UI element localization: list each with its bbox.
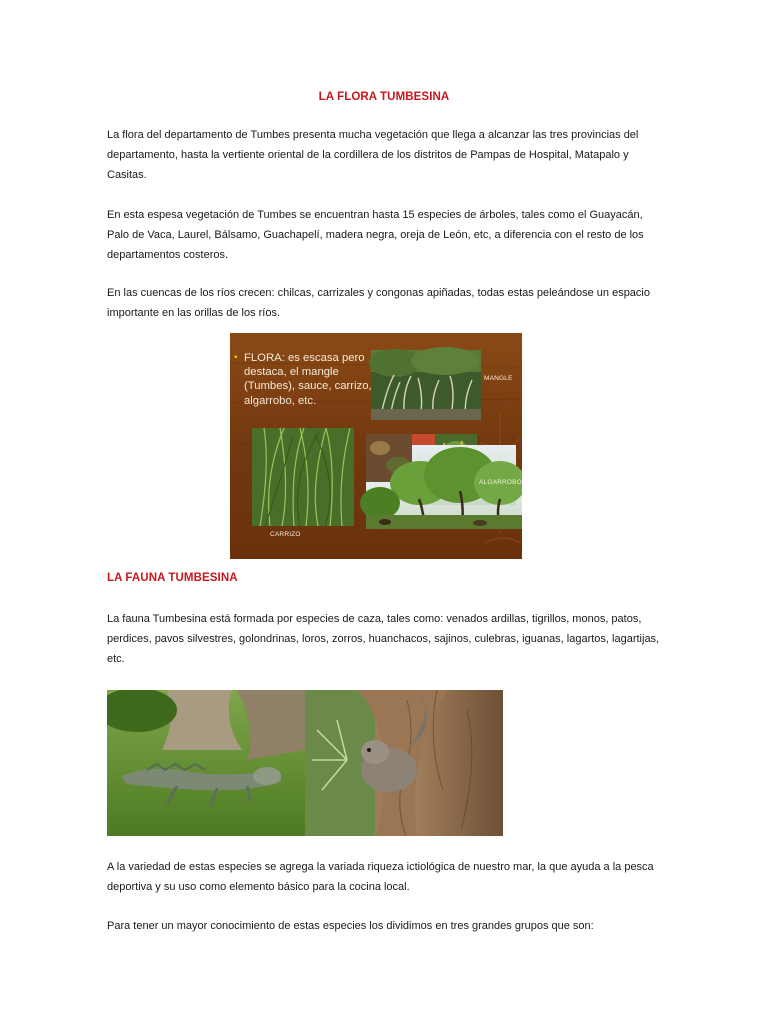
flora-paragraph-3: En las cuencas de los ríos crecen: chilcas, carrizales y congonas apiñadas, todas estas peleándose un espacio importante en las orillas de los ríos. bbox=[107, 287, 650, 319]
iguana-photo bbox=[107, 690, 305, 836]
fauna-photo-graphic bbox=[107, 690, 503, 836]
fauna-photo bbox=[107, 690, 503, 836]
bullet-icon: ▪ bbox=[234, 352, 238, 363]
algarrobo-label: ALGARROBO bbox=[479, 479, 522, 486]
flora-slide-image bbox=[230, 333, 522, 559]
fauna-paragraph-2: A la variedad de estas especies se agrega la variada riqueza ictiológica de nuestro mar, la que ayuda a la pesca deportiva y su uso como elemento básico para la cocina local. bbox=[107, 861, 654, 893]
squirrel-photo bbox=[305, 690, 503, 836]
carrizo-photo bbox=[252, 428, 354, 526]
flora-paragraph-2: En esta espesa vegetación de Tumbes se encuentran hasta 15 especies de árboles, tales como el Guayacán, Palo de Vaca, Laurel, Bálsamo, Guachapelí, madera negra, oreja de León, etc, a diferencia con el resto de los departamentos costeros. bbox=[107, 209, 644, 261]
flora-paragraph-1: La flora del departamento de Tumbes presenta mucha vegetación que llega a alcanzar las tres provincias del departamento, hasta la vertiente oriental de la cordillera de los distritos de Pampas de Hospital, Matapalo y Casitas. bbox=[107, 129, 639, 181]
flora-slide-bullet-text: FLORA: es escasa pero destaca, el mangle (Tumbes), sauce, carrizo, algarrobo, etc. bbox=[244, 352, 372, 407]
carrizo-label: CARRIZO bbox=[270, 531, 301, 538]
fauna-paragraph-3: Para tener un mayor conocimiento de estas especies los dividimos en tres grandes grupos que son: bbox=[107, 920, 594, 932]
mangrove-photo bbox=[369, 347, 481, 420]
fauna-title: LA FAUNA TUMBESINA bbox=[107, 572, 238, 584]
flora-slide-text bbox=[234, 351, 384, 408]
fauna-paragraph-1: La fauna Tumbesina está formada por especies de caza, tales como: venados ardillas, tigrillos, monos, patos, perdices, pavos silvestres, golondrinas, loros, zorros, huanchacos, sajinos, culebras, iguanas, lagartos, lagartijas, etc. bbox=[107, 613, 660, 665]
flora-title: LA FLORA TUMBESINA bbox=[318, 91, 450, 103]
mangle-label: MANGLE bbox=[484, 375, 513, 382]
